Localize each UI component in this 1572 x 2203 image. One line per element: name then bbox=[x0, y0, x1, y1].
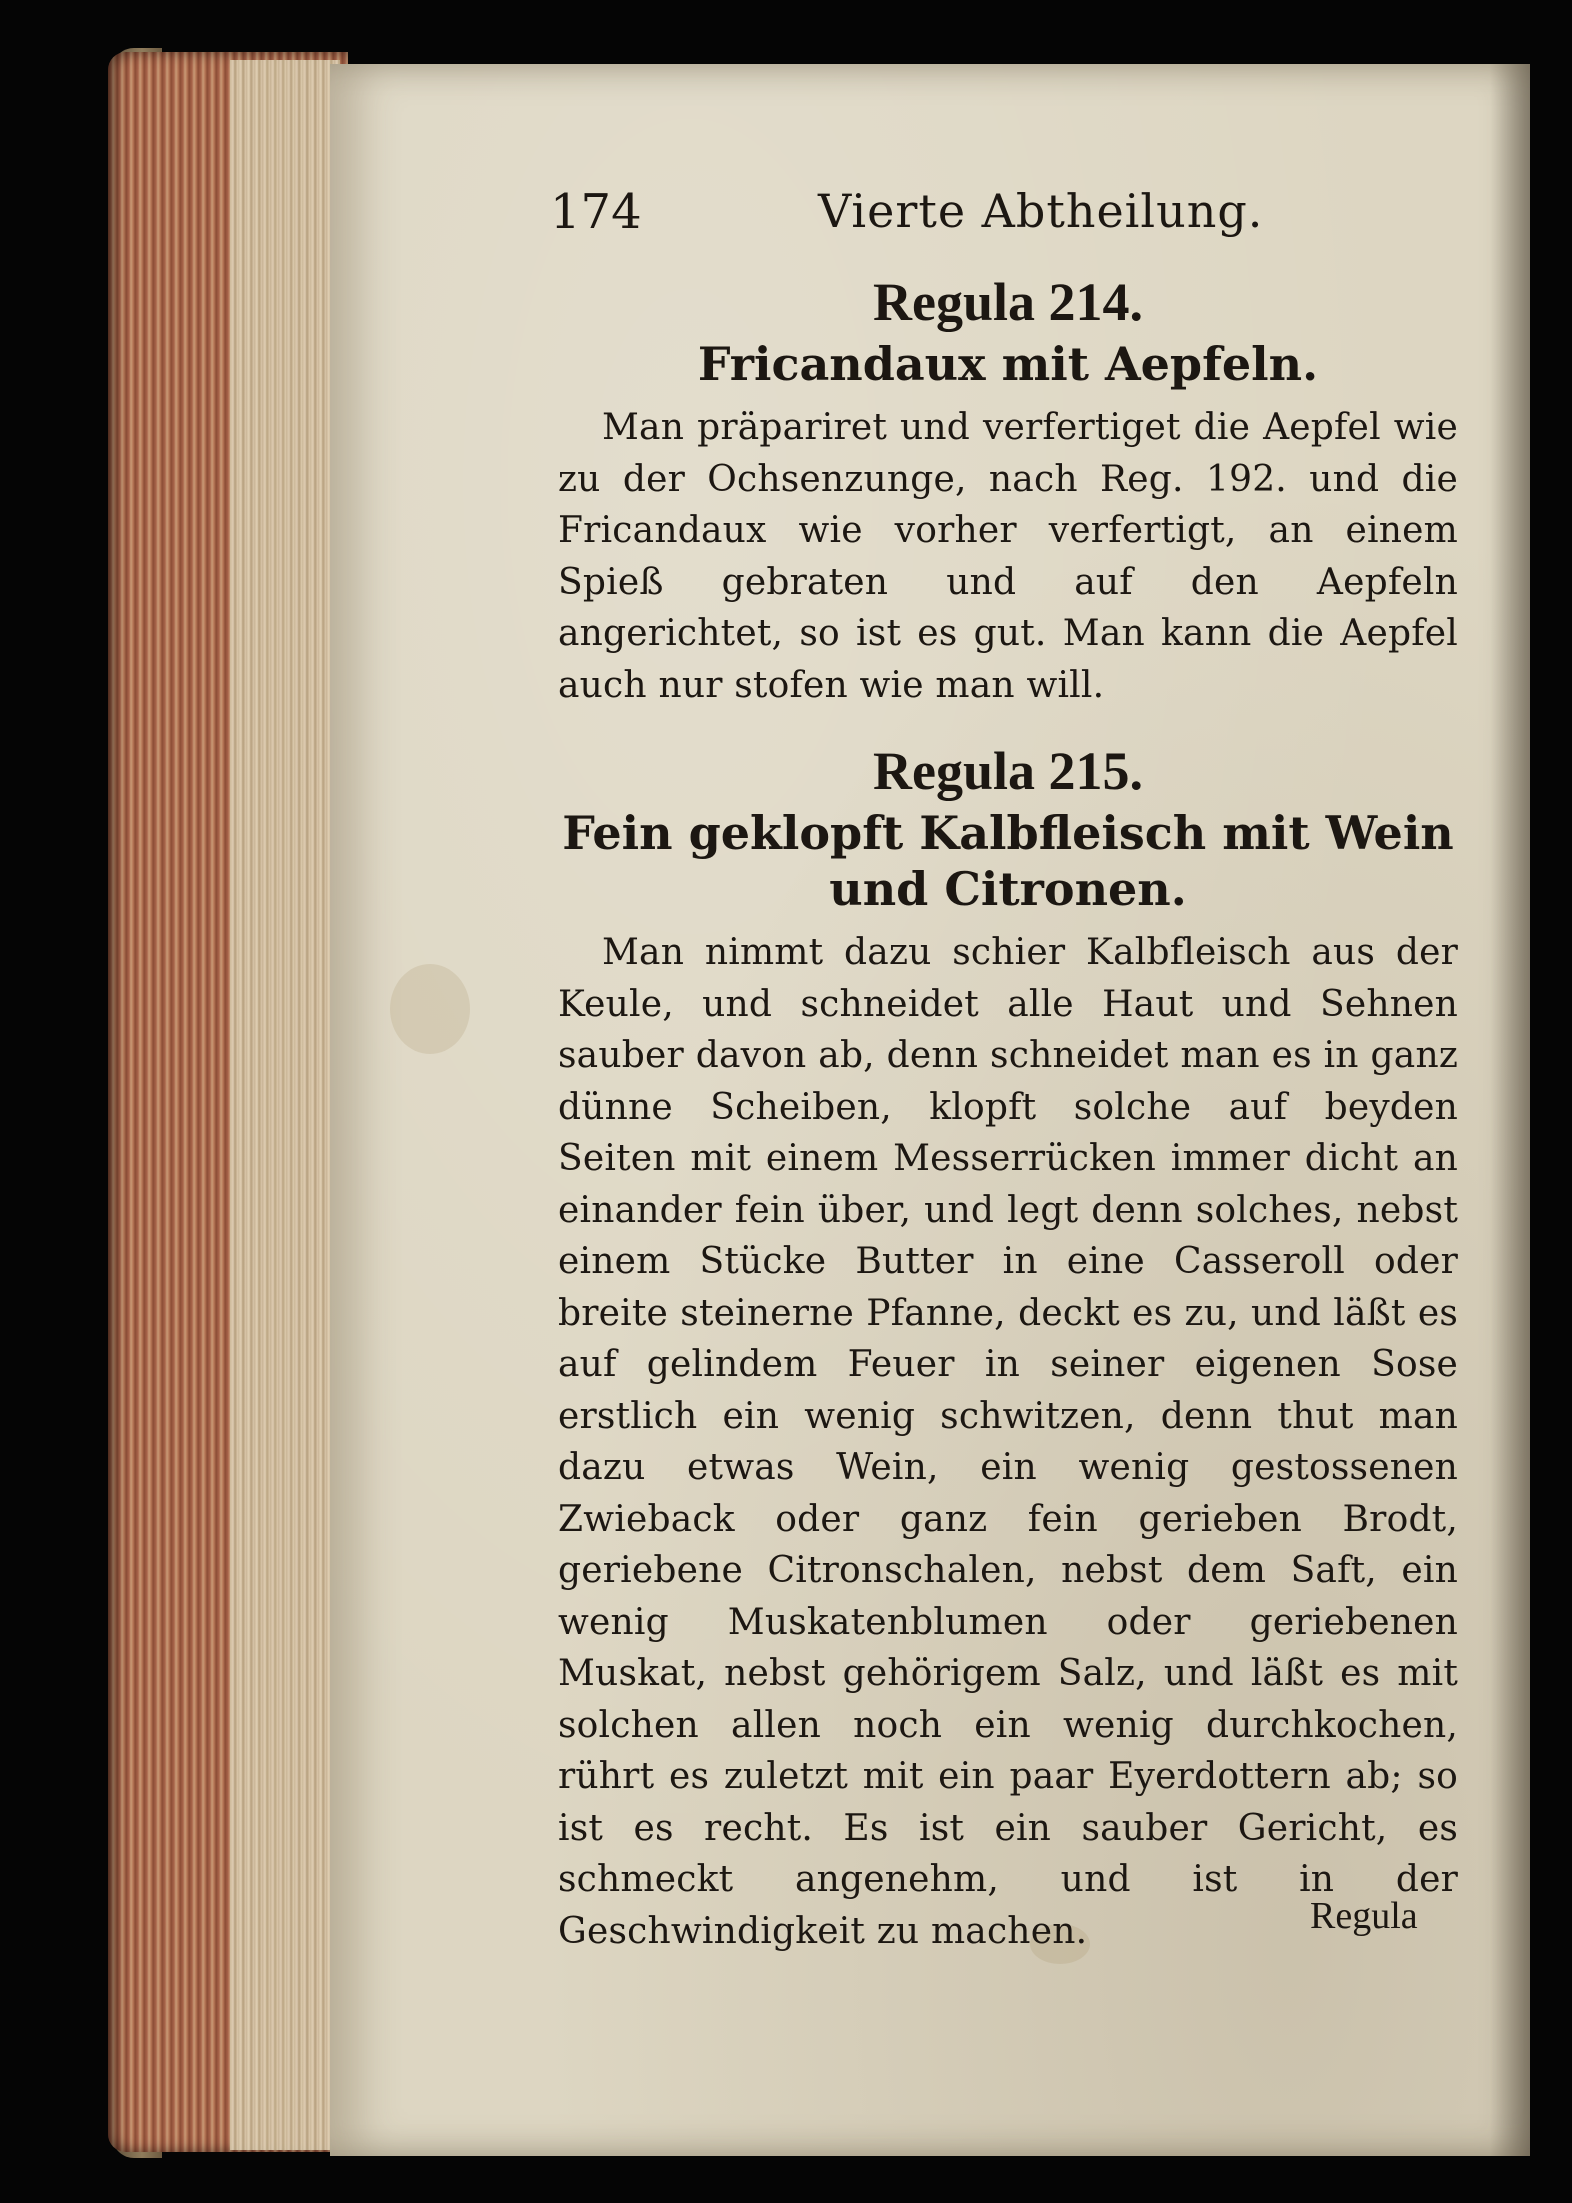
page-gutter-shadow bbox=[1490, 64, 1530, 2156]
running-head bbox=[550, 184, 1458, 264]
recipe-heading: Regula 215. bbox=[873, 741, 1143, 801]
recipe-body: Man präpariret und verfertiget die Aepfel wie zu der Ochsenzunge, nach Reg. 192. und die Fricandaux wie vorher verfertigt, an einem Spieß gebraten und auf den Aepfeln angerichtet, so ist es gut. Man kann die Aepfel auch nur stofen wie man will. bbox=[558, 407, 1458, 706]
recipe-title: Fein geklopft Kalbfleisch mit Wein und Citronen. bbox=[562, 806, 1454, 916]
recipe-heading: Regula 214. bbox=[873, 272, 1143, 332]
catchword: Regula bbox=[1310, 1895, 1418, 1937]
running-title: Vierte Abtheilung. bbox=[818, 184, 1264, 238]
page-stack-edges bbox=[230, 60, 340, 2150]
page-number: 174 bbox=[550, 184, 642, 240]
recipe-214 bbox=[558, 270, 1458, 711]
text-block bbox=[550, 184, 1458, 1957]
paper-stain bbox=[390, 964, 470, 1054]
recipe-215 bbox=[558, 739, 1458, 1957]
recipe-title: Fricandaux mit Aepfeln. bbox=[697, 337, 1319, 391]
book-page bbox=[330, 64, 1530, 2156]
recipe-body: Man nimmt dazu schier Kalbfleisch aus der Keule, und schneidet alle Haut und Sehnen sauber davon ab, denn schneidet man es in ganz dünne Scheiben, klopft solche auf beyden Seiten mit einem Messerrücken immer dicht an einander fein über, und legt denn solches, nebst einem Stücke Butter in eine Casseroll oder breite steinerne Pfanne, deckt es zu, und läßt es auf gelindem Feuer in seiner eigenen Sose erstlich ein wenig schwitzen, denn thut man dazu etwas Wein, ein wenig gestossenen Zwieback oder ganz fein gerieben Brodt, geriebene Citronschalen, nebst dem Saft, ein wenig Muskatenblumen oder geriebenen Muskat, nebst gehörigem Salz, und läßt es mit solchen allen noch ein wenig durchkochen, rührt es zuletzt mit ein paar Eyerdottern ab; so ist es recht. Es ist ein sauber Gericht, es schmeckt angenehm, und ist in der Geschwindigkeit zu machen. bbox=[558, 932, 1458, 1952]
